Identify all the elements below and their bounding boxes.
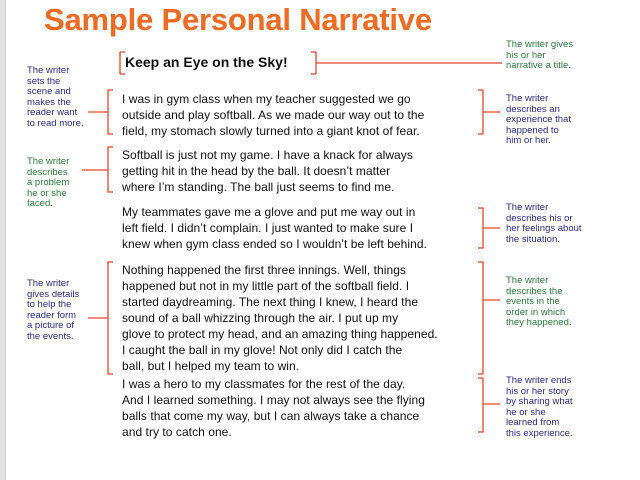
paragraph-line: getting hit in the head by the ball. It doesn’t matter bbox=[122, 164, 391, 178]
paragraph-line: where I’m standing. The ball just seems to find me. bbox=[122, 180, 395, 194]
note-line: describes bbox=[27, 166, 68, 178]
note-line: his or her story bbox=[506, 385, 569, 397]
note-line: a problem bbox=[27, 177, 70, 188]
note-line: experience that bbox=[506, 114, 571, 125]
paragraph-line: sound of a ball whizzing through the air. I put up my bbox=[122, 311, 399, 325]
note-line: the situation. bbox=[506, 233, 560, 245]
left-bracket-2 bbox=[82, 147, 113, 192]
note-line: by sharing what bbox=[506, 396, 573, 407]
note-line: The writer bbox=[27, 278, 70, 289]
note-line: The writer bbox=[27, 65, 70, 76]
paragraph-line: field, my stomach slowly turned into a giant knot of fear. bbox=[122, 124, 420, 138]
note-line: order in which bbox=[506, 306, 566, 318]
note-line: The writer ends bbox=[506, 375, 572, 386]
note-line: sets the bbox=[27, 75, 61, 87]
right-bracket-5 bbox=[478, 378, 500, 432]
paragraph-line: ball, but I helped my team to win. bbox=[122, 359, 300, 373]
note-line: the events. bbox=[27, 330, 74, 342]
paragraph-line: knew when gym class ended so I wouldn’t be left behind. bbox=[122, 237, 427, 251]
left-bracket-1 bbox=[88, 90, 113, 134]
note-line: narrative a title. bbox=[506, 60, 571, 71]
note-line: The writer bbox=[506, 275, 549, 286]
note-line: to help the bbox=[27, 299, 72, 310]
note-line: describes an bbox=[506, 103, 560, 115]
title-bracket bbox=[120, 52, 316, 74]
note-line: this experience. bbox=[506, 427, 573, 439]
paragraph-line: outside and play softball. As we made our way out to the bbox=[122, 108, 425, 122]
paragraph-line: I caught the ball in my glove! Not only did I catch the bbox=[122, 343, 403, 357]
note-line: reader form bbox=[27, 309, 77, 321]
paragraph-line: Softball is just not my game. I have a knack for always bbox=[122, 148, 413, 162]
note-line: he or she bbox=[27, 187, 67, 199]
note-line: The writer gives bbox=[506, 39, 574, 50]
note-line: events in the bbox=[506, 296, 560, 307]
right-bracket-1 bbox=[478, 90, 500, 134]
paragraph-line: I was a hero to my classmates for the rest of the day. bbox=[122, 377, 406, 391]
note-line: describes the bbox=[506, 285, 563, 297]
paragraph-line: balls that come my way, but I can always take a chance bbox=[122, 409, 420, 423]
paragraph-line: My teammates gave me a glove and put me way out in bbox=[122, 205, 416, 219]
page-title: Sample Personal Narrative bbox=[44, 2, 432, 37]
right-bracket-3 bbox=[478, 208, 500, 248]
paragraph-line: I was in gym class when my teacher suggested we go bbox=[122, 92, 411, 106]
note-line: his or her bbox=[506, 49, 546, 61]
note-line: describes his or bbox=[506, 212, 573, 224]
note-line: him or her. bbox=[506, 135, 551, 146]
paragraph-line: And I learned something. I may not always see the flying bbox=[122, 393, 425, 407]
note-line: they happened. bbox=[506, 317, 572, 328]
note-line: faced. bbox=[27, 198, 53, 209]
note-line: reader want bbox=[27, 107, 78, 118]
paragraph-line: Nothing happened the first three innings. Well, things bbox=[122, 263, 406, 277]
note-line: to read more. bbox=[27, 117, 84, 129]
note-line: he or she bbox=[506, 406, 546, 418]
note-line: her feelings about bbox=[506, 223, 582, 234]
paragraph-line: started daydreaming. The next thing I knew, I heard the bbox=[122, 295, 419, 309]
note-line: a picture of bbox=[27, 320, 74, 331]
note-line: The writer bbox=[506, 93, 549, 104]
note-line: gives details bbox=[27, 288, 80, 300]
paragraph-line: happened but not in my little part of the softball field. I bbox=[122, 279, 410, 293]
note-line: makes the bbox=[27, 96, 71, 108]
note-line: scene and bbox=[27, 86, 71, 97]
paragraph-line: and try to catch one. bbox=[122, 425, 232, 439]
note-line: learned from bbox=[506, 417, 560, 428]
story-title: Keep an Eye on the Sky! bbox=[125, 54, 288, 70]
note-line: The writer bbox=[506, 202, 549, 213]
paragraph-line: left field. I didn’t complain. I just wanted to make sure I bbox=[122, 221, 414, 235]
left-bracket-4 bbox=[88, 262, 113, 374]
note-line: happened to bbox=[506, 124, 559, 136]
right-bracket-4 bbox=[478, 262, 500, 374]
note-line: The writer bbox=[27, 156, 70, 167]
paragraph-line: glove to protect my head, and an amazing thing happened. bbox=[122, 327, 438, 341]
